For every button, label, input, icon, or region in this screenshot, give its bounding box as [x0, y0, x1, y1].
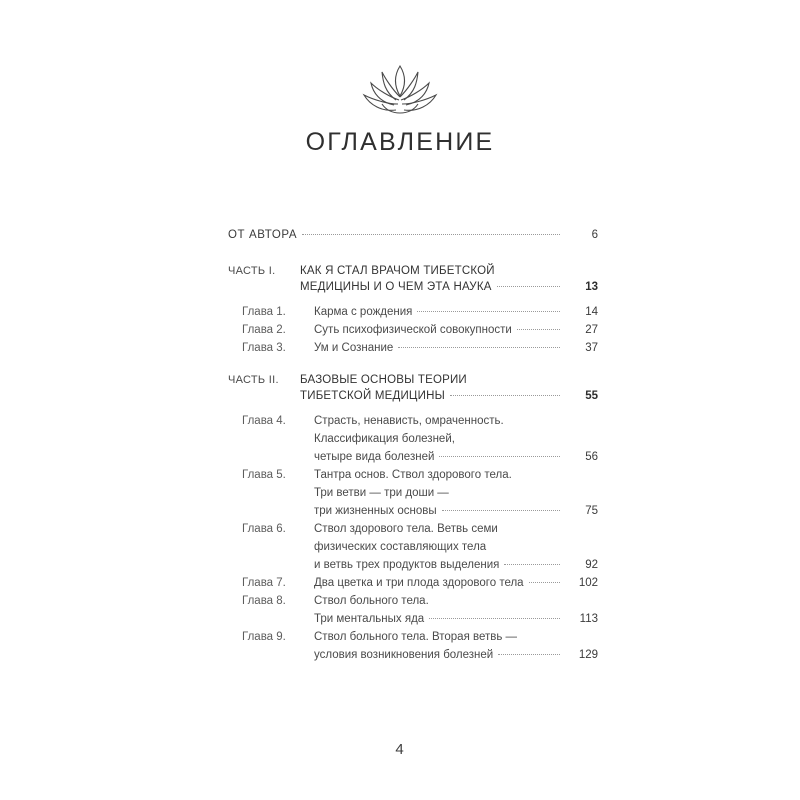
lotus-icon: [0, 60, 800, 120]
dot-leader: [529, 582, 560, 583]
toc-chapter-page: 92: [585, 559, 598, 571]
toc-chapter-6[interactable]: [228, 522, 598, 536]
toc-chapter-title: Ствол больного тела.: [314, 595, 429, 607]
toc-chapter-5-line-2: [228, 486, 598, 500]
toc-chapter-label: Глава 8.: [242, 595, 286, 607]
toc-chapter-label: Глава 2.: [242, 324, 286, 336]
toc-part-title: КАК Я СТАЛ ВРАЧОМ ТИБЕТСКОЙ: [300, 265, 495, 277]
toc-chapter-4[interactable]: [228, 414, 598, 428]
dot-leader: [442, 510, 560, 511]
toc-part-1-line-1[interactable]: [228, 264, 598, 278]
toc-chapter-5-line-3: [228, 504, 598, 518]
dot-leader: [302, 234, 560, 235]
toc-chapter-page: 75: [585, 505, 598, 517]
toc-part-page: 13: [585, 281, 598, 293]
toc-part-label: ЧАСТЬ II.: [228, 374, 279, 386]
toc-chapter-2[interactable]: [228, 323, 598, 337]
toc-chapter-title-cont: четыре вида болезней: [314, 451, 435, 463]
dot-leader: [398, 347, 560, 348]
toc-entry-title: ОТ АВТОРА: [228, 229, 298, 241]
toc-chapter-4-line-3: [228, 450, 598, 464]
toc-chapter-label: Глава 4.: [242, 415, 286, 427]
dot-leader: [517, 329, 560, 330]
toc-chapter-page: 56: [585, 451, 598, 463]
toc-entry-front-matter[interactable]: [228, 228, 598, 242]
dot-leader: [417, 311, 560, 312]
toc-chapter-title: Два цветка и три плода здорового тела: [314, 577, 524, 589]
dot-leader: [439, 456, 560, 457]
toc-chapter-label: Глава 7.: [242, 577, 286, 589]
toc-chapter-title-cont: условия возникновения болезней: [314, 649, 494, 661]
toc-entry-page: 6: [591, 229, 598, 241]
toc-chapter-title: Ствол больного тела. Вторая ветвь —: [314, 631, 518, 643]
toc-chapter-title: Карма с рождения: [314, 306, 413, 318]
toc-chapter-9[interactable]: [228, 630, 598, 644]
dot-leader: [497, 286, 560, 287]
toc-chapter-page: 113: [579, 613, 598, 625]
toc-chapter-6-line-3: [228, 558, 598, 572]
toc-part-title-cont: ТИБЕТСКОЙ МЕДИЦИНЫ: [300, 390, 445, 402]
toc-chapter-7[interactable]: [228, 576, 598, 590]
toc-chapter-title: Суть психофизической совокупности: [314, 324, 512, 336]
toc-chapter-title: Ум и Сознание: [314, 342, 394, 354]
toc-chapter-3[interactable]: [228, 341, 598, 355]
toc-chapter-title-cont: Классификация болезней,: [314, 433, 455, 445]
toc-chapter-page: 102: [578, 577, 598, 589]
page-title: ОГЛАВЛЕНИЕ: [305, 128, 495, 156]
toc-chapter-title-cont: и ветвь трех продуктов выделения: [314, 559, 500, 571]
toc-chapter-8[interactable]: [228, 594, 598, 608]
toc-part-label: ЧАСТЬ I.: [228, 265, 276, 277]
table-of-contents: [228, 228, 598, 666]
toc-chapter-title-cont: три жизненных основы: [314, 505, 437, 517]
toc-part-2-line-2[interactable]: [228, 389, 598, 403]
dot-leader: [429, 618, 560, 619]
toc-part-page: 55: [585, 390, 598, 402]
toc-chapter-title-cont: физических составляющих тела: [314, 541, 487, 553]
toc-chapter-6-line-2: [228, 540, 598, 554]
dot-leader: [504, 564, 560, 565]
toc-chapter-label: Глава 5.: [242, 469, 286, 481]
toc-part-title: БАЗОВЫЕ ОСНОВЫ ТЕОРИИ: [300, 374, 467, 386]
dot-leader: [498, 654, 560, 655]
toc-chapter-label: Глава 6.: [242, 523, 286, 535]
toc-chapter-9-line-2: [228, 648, 598, 662]
toc-chapter-title-cont: Три ветви — три доши —: [314, 487, 449, 499]
toc-chapter-page: 37: [585, 342, 598, 354]
toc-chapter-title: Ствол здорового тела. Ветвь семи: [314, 523, 498, 535]
toc-part-2-line-1[interactable]: [228, 373, 598, 387]
toc-chapter-title: Тантра основ. Ствол здорового тела.: [314, 469, 512, 481]
toc-chapter-page: 129: [578, 649, 598, 661]
toc-chapter-title: Страсть, ненависть, омраченность.: [314, 415, 504, 427]
dot-leader: [450, 395, 560, 396]
toc-chapter-5[interactable]: [228, 468, 598, 482]
toc-chapter-8-line-2: [228, 612, 598, 626]
toc-chapter-label: Глава 3.: [242, 342, 286, 354]
toc-chapter-label: Глава 9.: [242, 631, 286, 643]
toc-chapter-1[interactable]: [228, 305, 598, 319]
toc-chapter-4-line-2: [228, 432, 598, 446]
toc-chapter-page: 14: [585, 306, 598, 318]
toc-chapter-title-cont: Три ментальных яда: [314, 613, 425, 625]
page-folio: 4: [395, 741, 405, 758]
toc-part-title-cont: МЕДИЦИНЫ И О ЧЕМ ЭТА НАУКА: [300, 281, 492, 293]
toc-part-1-line-2[interactable]: [228, 280, 598, 294]
toc-chapter-page: 27: [585, 324, 598, 336]
toc-chapter-label: Глава 1.: [242, 306, 286, 318]
